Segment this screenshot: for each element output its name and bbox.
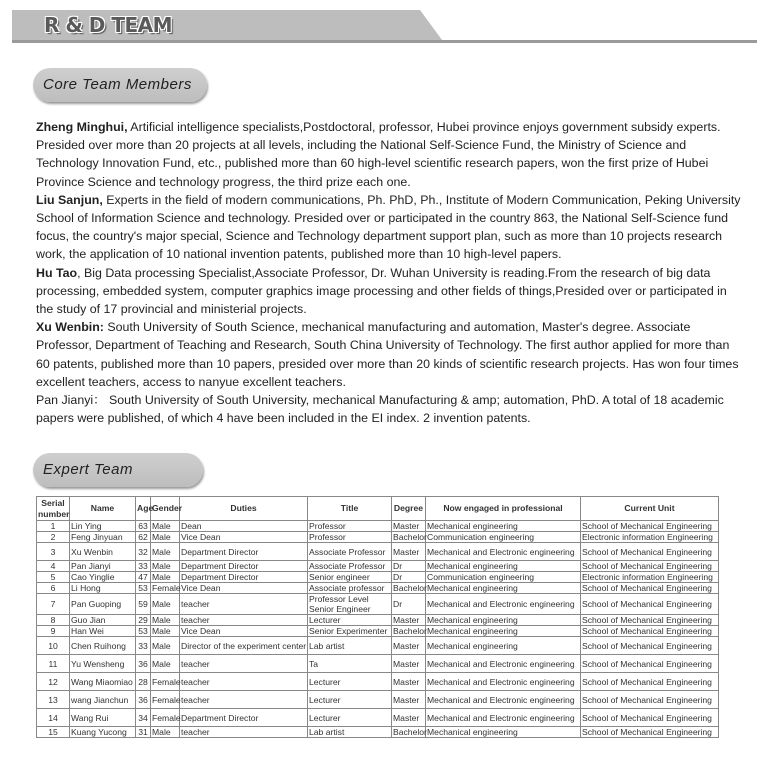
- table-cell: 13: [37, 691, 70, 709]
- table-cell: Mechanical and Electronic engineering: [426, 673, 581, 691]
- table-cell: Feng Jinyuan: [70, 532, 136, 543]
- column-header: Serial number: [38, 497, 70, 519]
- table-row: [37, 532, 719, 543]
- table-cell: 36: [136, 655, 151, 673]
- column-header: Age: [136, 497, 151, 521]
- member-bio: [36, 264, 742, 319]
- table-cell: Vice Dean: [180, 626, 308, 637]
- table-cell: Associate Professor: [308, 543, 392, 561]
- member-name: Xu Wenbin:: [36, 320, 104, 335]
- table-cell: Dr: [392, 561, 426, 572]
- table-cell: Vice Dean: [180, 532, 308, 543]
- table-cell: Department Director: [180, 572, 308, 583]
- table-cell: Female: [151, 673, 180, 691]
- table-cell: School of Mechanical Engineering: [581, 673, 719, 691]
- table-cell: Male: [151, 561, 180, 572]
- table-cell: Bachelor: [393, 727, 427, 737]
- table-cell: Yu Wensheng: [70, 655, 136, 673]
- table-cell: Lab artist: [308, 637, 392, 655]
- table-cell: Wang Rui: [70, 709, 136, 727]
- table-cell: Male: [151, 615, 180, 626]
- table-cell: 11: [37, 655, 70, 673]
- table-row: [37, 521, 719, 532]
- table-row: [37, 637, 719, 655]
- table-row: [37, 561, 719, 572]
- member-description: , Big Data processing Specialist,Associate Professor, Dr. Wuhan University is reading.From the research of big data processing, embedded system, computer graphics image processing and other fields of things,Presided over or participated in the study of 17 provincial and ministerial projects.: [36, 265, 727, 317]
- page-title: R & D TEAM: [44, 13, 173, 37]
- table-cell: 3: [37, 543, 70, 561]
- table-cell: 53: [136, 626, 151, 637]
- table-cell: 33: [136, 561, 151, 572]
- table-cell: teacher: [180, 691, 308, 709]
- table-cell: 32: [136, 543, 151, 561]
- table-cell: School of Mechanical Engineering: [581, 655, 719, 673]
- table-cell: Female: [151, 709, 180, 727]
- header-rule: [12, 40, 757, 43]
- table-cell: Director of the experiment center: [180, 637, 308, 655]
- column-header: Duties: [180, 497, 308, 521]
- table-row: [37, 655, 719, 673]
- table-cell: teacher: [180, 594, 308, 615]
- table-cell: Communication engineering: [426, 572, 581, 583]
- table-cell: Mechanical and Electronic engineering: [426, 543, 581, 561]
- table-cell: School of Mechanical Engineering: [581, 637, 719, 655]
- table-cell: Male: [151, 572, 180, 583]
- table-cell: Associate Professor: [308, 561, 392, 572]
- table-cell: Electronic information Engineering: [581, 532, 719, 543]
- table-cell: Male: [151, 626, 180, 637]
- table-cell: Master: [392, 615, 426, 626]
- table-cell: Kuang Yucong: [70, 727, 136, 738]
- table-cell: Guo Jian: [70, 615, 136, 626]
- table-cell: wang Jianchun: [70, 691, 136, 709]
- table-cell: Master: [392, 673, 426, 691]
- column-header: Degree: [392, 497, 426, 521]
- table-cell: teacher: [180, 673, 308, 691]
- member-description: South University of South University, mechanical Manufacturing & amp; automation, PhD. A total of 18 academic papers were published, of which 4 have been included in the EI index. 2 invention patents.: [36, 393, 724, 426]
- table-cell: Male: [151, 655, 180, 673]
- table-cell: Professor: [308, 521, 392, 532]
- column-header: Name: [70, 497, 136, 521]
- table-cell: Mechanical engineering: [426, 615, 581, 626]
- table-cell: Master: [392, 655, 426, 673]
- table-cell: Bachelor: [393, 626, 427, 636]
- table-cell: Cao Yinglie: [70, 572, 136, 583]
- member-name: Liu Sanjun,: [36, 192, 103, 207]
- table-cell: Master: [392, 543, 426, 561]
- table-cell: Dr: [392, 594, 426, 615]
- table-cell: Male: [151, 532, 180, 543]
- table-cell: Professor: [308, 532, 392, 543]
- member-bio: [36, 118, 742, 191]
- table-cell: Master: [392, 637, 426, 655]
- table-header-row: [37, 497, 719, 521]
- table-cell: Mechanical and Electronic engineering: [426, 691, 581, 709]
- table-cell: 7: [37, 594, 70, 615]
- table-cell: 12: [37, 673, 70, 691]
- table-cell: Mechanical engineering: [426, 727, 581, 738]
- table-cell: 47: [136, 572, 151, 583]
- member-description: South University of South Science, mechanical manufacturing and automation, Master's degree. Associate Professor, Department of Teaching and Research, South China University of Technology. The first author applied for more than 60 patents, published more than 10 papers, presided over more than 20 kinds of scientific research projects. Has won four times excellent teachers, access to nanyue excellent teachers.: [36, 320, 739, 389]
- table-cell: Dean: [180, 521, 308, 532]
- table-cell: 29: [136, 615, 151, 626]
- table-cell: School of Mechanical Engineering: [581, 561, 719, 572]
- table-cell: Associate professor: [308, 583, 392, 594]
- table-cell: Mechanical engineering: [426, 521, 581, 532]
- table-cell: Wang Miaomiao: [70, 673, 136, 691]
- table-cell: Han Wei: [70, 626, 136, 637]
- member-description: Experts in the field of modern communications, Ph. PhD, Ph., Institute of Modern Communication, Peking University School of Information Science and technology. Presided over or participated in the country 863, the National Self-Science fund focus, the country's major special, Science and Technology department support plan, such as more than 10 projects research work, the application of 10 national invention patents, published more than 10 high-level papers.: [36, 192, 741, 262]
- table-cell: School of Mechanical Engineering: [581, 709, 719, 727]
- table-cell: Department Director: [180, 543, 308, 561]
- table-cell: 9: [37, 626, 70, 637]
- table-cell: Electronic information Engineering: [581, 572, 719, 583]
- table-cell: Male: [151, 727, 180, 738]
- table-cell: teacher: [180, 655, 308, 673]
- table-cell: Master: [392, 521, 426, 532]
- table-cell: Master: [392, 691, 426, 709]
- table-row: [37, 626, 719, 637]
- table-cell: School of Mechanical Engineering: [581, 543, 719, 561]
- core-team-heading-label: Core Team Members: [43, 76, 192, 93]
- expert-team-heading: [33, 453, 203, 487]
- table-row: [37, 543, 719, 561]
- table-cell: Li Hong: [70, 583, 136, 594]
- table-cell: Dr: [392, 572, 426, 583]
- member-name: Pan Jianyi：: [36, 393, 106, 408]
- table-cell: Female: [152, 583, 181, 593]
- table-cell: 10: [37, 637, 70, 655]
- table-cell: Lecturer: [308, 615, 392, 626]
- expert-team-table: [36, 496, 719, 738]
- table-cell: Chen Ruihong: [70, 637, 136, 655]
- member-bio: [36, 191, 742, 264]
- table-cell: Mechanical engineering: [426, 583, 581, 594]
- table-row: [37, 709, 719, 727]
- column-header: Current Unit: [581, 497, 719, 521]
- table-cell: 14: [37, 709, 70, 727]
- table-cell: School of Mechanical Engineering: [581, 615, 719, 626]
- column-header: Title: [308, 497, 392, 521]
- table-cell: School of Mechanical Engineering: [581, 583, 719, 594]
- table-cell: Lin Ying: [70, 521, 136, 532]
- table-cell: 2: [37, 532, 70, 543]
- table-cell: Mechanical engineering: [426, 626, 581, 637]
- table-cell: Female: [151, 691, 180, 709]
- table-cell: Communication engineering: [426, 532, 581, 543]
- table-cell: Male: [151, 637, 180, 655]
- table-cell: 5: [37, 572, 70, 583]
- member-bio: [36, 391, 742, 427]
- table-cell: School of Mechanical Engineering: [581, 691, 719, 709]
- table-cell: 8: [37, 615, 70, 626]
- table-cell: Lecturer: [308, 673, 392, 691]
- table-cell: 36: [136, 691, 151, 709]
- table-cell: Department Director: [180, 561, 308, 572]
- table-row: [37, 583, 719, 594]
- column-header: Now engaged in professional: [426, 497, 581, 521]
- table-cell: Pan Jianyi: [70, 561, 136, 572]
- table-cell: Mechanical engineering: [426, 637, 581, 655]
- table-cell: Xu Wenbin: [70, 543, 136, 561]
- table-cell: Senior Experimenter: [308, 626, 392, 637]
- table-cell: teacher: [180, 615, 308, 626]
- table-cell: 6: [37, 583, 70, 594]
- table-row: [37, 691, 719, 709]
- table-row: [37, 594, 719, 615]
- page-header-banner: [0, 0, 767, 48]
- table-cell: 62: [136, 532, 151, 543]
- column-header: Gender: [151, 497, 180, 521]
- table-cell: School of Mechanical Engineering: [581, 594, 719, 615]
- table-cell: School of Mechanical Engineering: [581, 521, 719, 532]
- table-row: [37, 673, 719, 691]
- table-cell: 4: [37, 561, 70, 572]
- table-cell: 28: [136, 673, 151, 691]
- expert-team-heading-label: Expert Team: [43, 461, 133, 478]
- table-cell: Lecturer: [308, 709, 392, 727]
- table-row: [37, 615, 719, 626]
- table-cell: Male: [151, 594, 180, 615]
- member-name: Zheng Minghui,: [36, 120, 128, 134]
- table-cell: 53: [136, 583, 151, 594]
- table-cell: 63: [136, 521, 151, 532]
- table-cell: Mechanical and Electronic engineering: [426, 655, 581, 673]
- core-team-bios: [36, 118, 742, 427]
- table-cell: School of Mechanical Engineering: [581, 626, 719, 637]
- table-cell: Pan Guoping: [70, 594, 136, 615]
- table-cell: Bachelor: [393, 532, 427, 542]
- member-description: Artificial intelligence specialists,Postdoctoral, professor, Hubei province enjoys government subsidy experts. Presided over more than 20 projects at all levels, including the National Self-Science Fund, the Ministry of Science and Technology Innovation Fund, etc., published more than 60 high-level scientific research papers, won the first prize of Hubei Province Science and technology progress, the third prize each one.: [36, 120, 721, 189]
- table-cell: 33: [136, 637, 151, 655]
- table-cell: 31: [136, 727, 151, 738]
- core-team-heading: [33, 68, 207, 102]
- table-cell: teacher: [180, 727, 308, 738]
- table-cell: 34: [136, 709, 151, 727]
- table-cell: Mechanical engineering: [426, 561, 581, 572]
- table-row: [37, 727, 719, 738]
- table-cell: 59: [136, 594, 151, 615]
- table-cell: Department Director: [180, 709, 308, 727]
- member-name: Hu Tao: [36, 265, 78, 280]
- table-cell: Ta: [308, 655, 392, 673]
- table-cell: Bachelor: [393, 583, 427, 593]
- table-cell: 1: [37, 521, 70, 532]
- table-cell: Senior engineer: [308, 572, 392, 583]
- table-cell: Mechanical and Electronic engineering: [426, 709, 581, 727]
- table-cell: Professor Level Senior Engineer: [308, 594, 392, 615]
- table-cell: Male: [151, 521, 180, 532]
- table-cell: Mechanical and Electronic engineering: [426, 594, 581, 615]
- table-cell: Master: [392, 709, 426, 727]
- table-cell: School of Mechanical Engineering: [581, 727, 719, 738]
- table-cell: Lecturer: [308, 691, 392, 709]
- table-cell: Male: [151, 543, 180, 561]
- table-cell: Vice Dean: [180, 583, 308, 594]
- table-cell: 15: [37, 727, 70, 738]
- table-cell: Lab artist: [308, 727, 392, 738]
- member-bio: [36, 318, 742, 391]
- table-row: [37, 572, 719, 583]
